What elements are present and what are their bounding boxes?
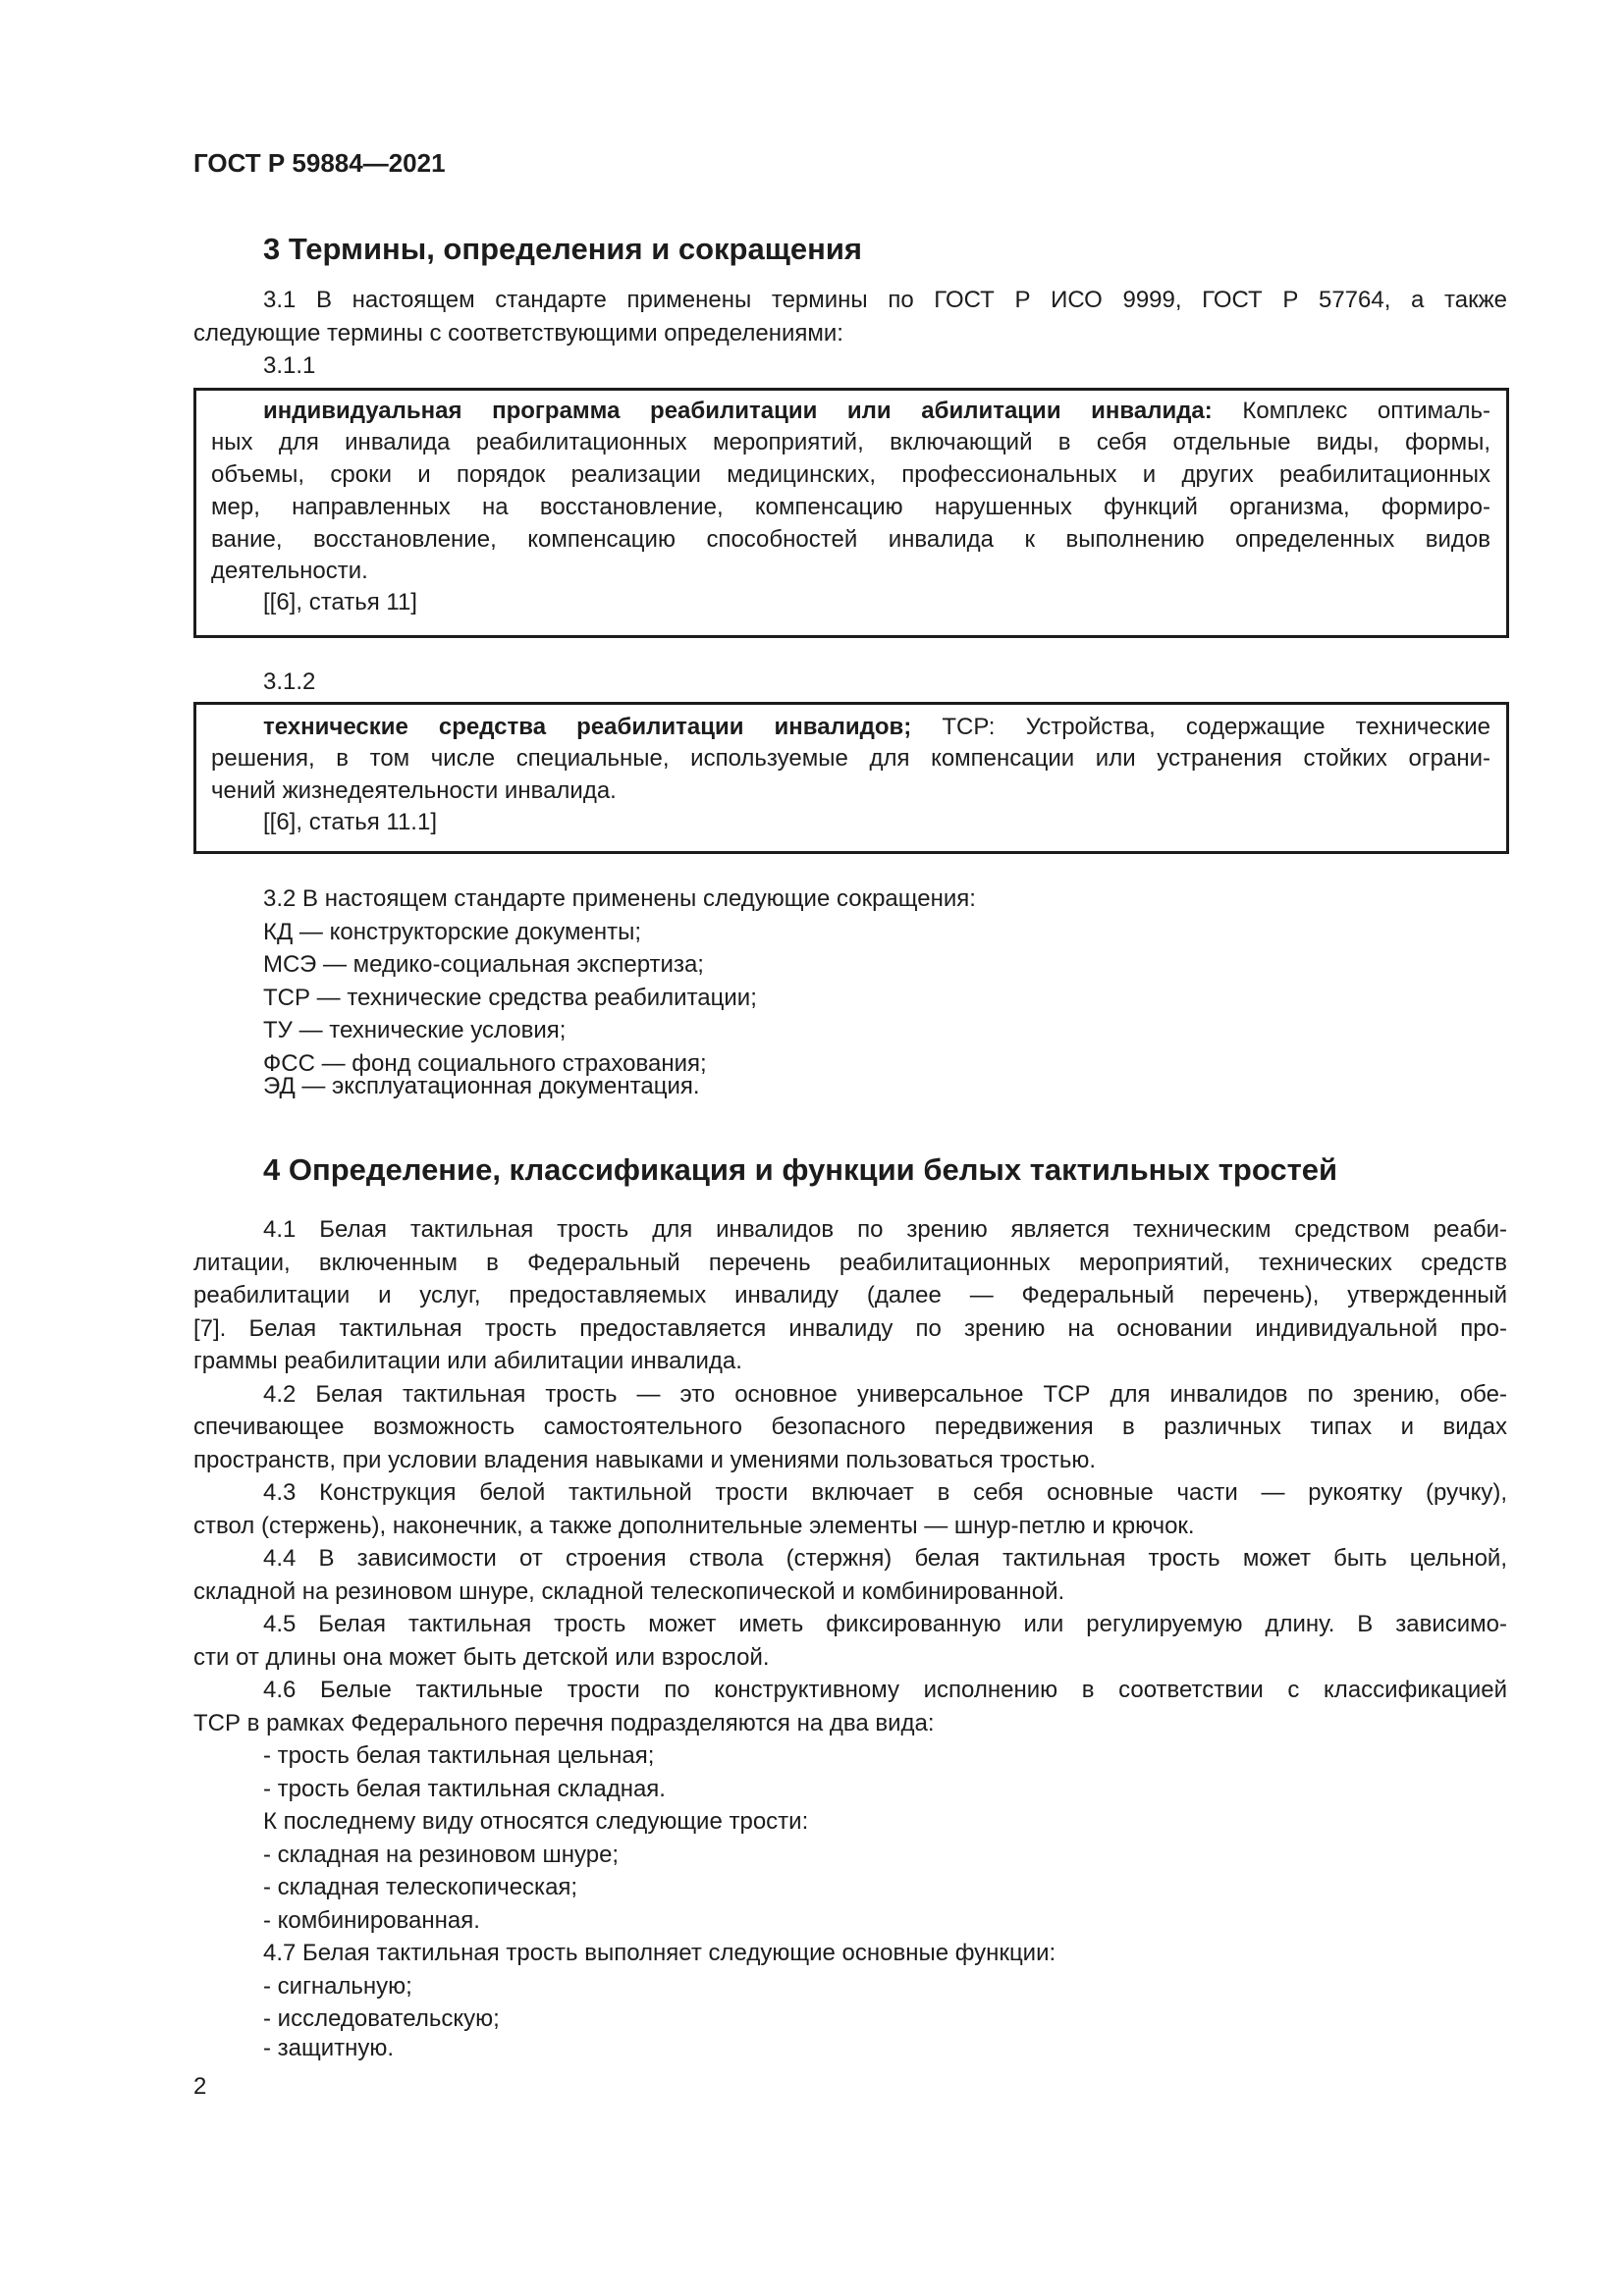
text-line: следующие термины с соответствующими определениями: xyxy=(193,320,843,347)
text-line xyxy=(263,713,1490,742)
text-line: пространств, при условии владения навыками и умениями пользоваться тростью. xyxy=(193,1447,1097,1473)
text-line: 4.6 Белые тактильные трости по конструктивному исполнению в соответствии с классификацией xyxy=(263,1677,1507,1703)
section-3-title: 3 Термины, определения и сокращения xyxy=(263,232,862,266)
list-item: - комбинированная. xyxy=(263,1907,480,1934)
text-line: чений жизнедеятельности инвалида. xyxy=(211,777,617,804)
text-line: ТСР в рамках Федерального перечня подразделяются на два вида: xyxy=(193,1710,935,1736)
abbreviation-item: МСЭ — медико-социальная экспертиза; xyxy=(263,951,704,978)
list-item: - защитную. xyxy=(263,2035,395,2061)
text-line: граммы реабилитации или абилитации инвалида. xyxy=(193,1348,742,1374)
text-line: деятельности. xyxy=(211,558,368,584)
text-line: ных для инвалида реабилитационных мероприятий, включающий в себя отдельные виды, формы, xyxy=(211,429,1490,455)
text-line xyxy=(263,397,1490,426)
text-line: реабилитации и услуг, предоставляемых инвалиду (далее — Федеральный перечень), утвержденный xyxy=(193,1282,1507,1308)
section-4-title: 4 Определение, классификация и функции белых тактильных тростей xyxy=(263,1152,1338,1187)
abbreviation-item: ТУ — технические условия; xyxy=(263,1017,567,1043)
text-line: мер, направленных на восстановление, компенсацию нарушенных функций организма, формиро- xyxy=(211,494,1490,520)
definition-text: ТСР: Устройства, содержащие технические xyxy=(911,714,1490,740)
definition-text: Комплекс оптималь- xyxy=(1212,398,1491,424)
list-item: - трость белая тактильная цельная; xyxy=(263,1742,655,1769)
list-item: - трость белая тактильная складная. xyxy=(263,1776,666,1802)
text-line: 4.1 Белая тактильная трость для инвалидов по зрению является техническим средством реаби- xyxy=(263,1216,1507,1243)
abbreviation-item: ТСР — технические средства реабилитации; xyxy=(263,985,757,1011)
paragraph-3-2: 3.2 В настоящем стандарте применены следующие сокращения: xyxy=(263,885,976,912)
paragraph-4-7: 4.7 Белая тактильная трость выполняет следующие основные функции: xyxy=(263,1940,1056,1966)
document-id-header: ГОСТ Р 59884—2021 xyxy=(193,148,446,178)
page-number: 2 xyxy=(193,2073,207,2100)
term-name: технические средства реабилитации инвалидов; xyxy=(263,714,912,740)
text-line: сти от длины она может быть детской или взрослой. xyxy=(193,1644,770,1671)
text-line: решения, в том числе специальные, используемые для компенсации или устранения стойких ограни- xyxy=(211,745,1490,772)
list-item: - складная на резиновом шнуре; xyxy=(263,1842,620,1868)
text-line: 4.2 Белая тактильная трость — это основное универсальное ТСР для инвалидов по зрению, обе- xyxy=(263,1381,1507,1408)
source-reference: [[6], статья 11] xyxy=(263,589,417,615)
abbreviation-item: ЭД — эксплуатационная документация. xyxy=(263,1073,700,1099)
list-item: - складная телескопическая; xyxy=(263,1874,578,1900)
term-name: индивидуальная программа реабилитации или абилитации инвалида: xyxy=(263,398,1213,424)
text-line: спечивающее возможность самостоятельного безопасного передвижения в различных типах и видах xyxy=(193,1414,1507,1440)
text-line: [7]. Белая тактильная трость предоставляется инвалиду по зрению на основании индивидуальной про- xyxy=(193,1315,1507,1342)
text-line: 4.5 Белая тактильная трость может иметь фиксированную или регулируемую длину. В зависимо- xyxy=(263,1611,1507,1637)
list-item: - сигнальную; xyxy=(263,1973,412,2000)
text-line: вание, восстановление, компенсацию способностей инвалида к выполнению определенных видов xyxy=(211,526,1490,553)
text-line: литации, включенным в Федеральный перечень реабилитационных мероприятий, технических средств xyxy=(193,1250,1507,1276)
abbreviation-item: КД — конструкторские документы; xyxy=(263,919,641,945)
text-line: 4.3 Конструкция белой тактильной трости включает в себя основные части — рукоятку (ручку), xyxy=(263,1479,1507,1506)
text-line: 3.1 В настоящем стандарте применены термины по ГОСТ Р ИСО 9999, ГОСТ Р 57764, а также xyxy=(263,287,1507,313)
text-line: 4.4 В зависимости от строения ствола (стержня) белая тактильная трость может быть цельной, xyxy=(263,1545,1507,1572)
folding-types-intro: К последнему виду относятся следующие трости: xyxy=(263,1808,809,1835)
term-number: 3.1.2 xyxy=(263,668,316,695)
term-number: 3.1.1 xyxy=(263,352,316,379)
source-reference: [[6], статья 11.1] xyxy=(263,809,437,835)
text-line: ствол (стержень), наконечник, а также дополнительные элементы — шнур-петлю и крючок. xyxy=(193,1513,1195,1539)
text-line: объемы, сроки и порядок реализации медицинских, профессиональных и других реабилитационных xyxy=(211,461,1490,488)
list-item: - исследовательскую; xyxy=(263,2005,500,2032)
text-line: складной на резиновом шнуре, складной телескопической и комбинированной. xyxy=(193,1578,1065,1605)
abbreviation-item: ФСС — фонд социального страхования; xyxy=(263,1050,707,1077)
